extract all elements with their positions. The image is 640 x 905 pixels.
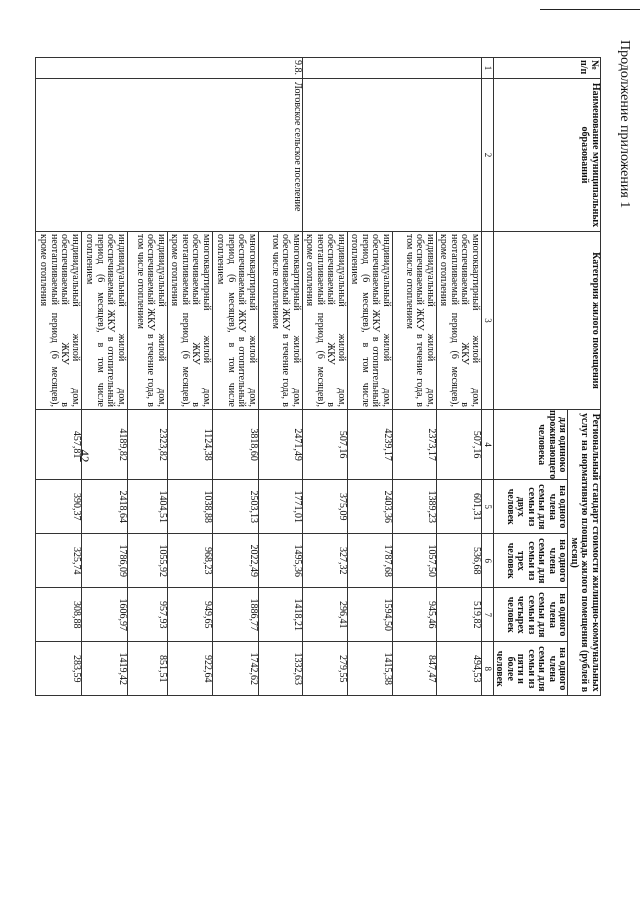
table-body — [36, 58, 482, 696]
value-cell: 1418,21 — [259, 588, 303, 642]
value-cell: 4189,82 — [82, 410, 128, 480]
value-cell: 536,68 — [437, 534, 482, 588]
header-subcolumn: для одиноко проживающего человека — [494, 410, 569, 480]
header-municipality: Наименование муниципальных образований — [494, 79, 601, 232]
value-cell: 1404,51 — [128, 480, 168, 534]
page-number: 42 — [77, 449, 92, 463]
column-number: 7 — [482, 588, 494, 642]
value-cell: 601,31 — [437, 480, 482, 534]
value-cell: 957,93 — [128, 588, 168, 642]
value-cell: 945,46 — [393, 588, 437, 642]
value-cell: 1786,09 — [82, 534, 128, 588]
value-cell: 922,64 — [168, 642, 213, 696]
header-number: № п/п — [494, 58, 601, 79]
header-subcolumn: на одного члена семьи для семьи из четырех человек — [494, 588, 569, 642]
value-cell: 1055,92 — [128, 534, 168, 588]
value-cell: 375,09 — [303, 480, 348, 534]
column-number: 6 — [482, 534, 494, 588]
header-subcolumn: на одного члена семьи для семьи из двух человек — [494, 480, 569, 534]
value-cell: 507,16 — [303, 410, 348, 480]
value-cell: 296,41 — [303, 588, 348, 642]
value-cell: 507,16 — [437, 410, 482, 480]
column-number: 5 — [482, 480, 494, 534]
value-cell: 1124,38 — [168, 410, 213, 480]
value-cell: 1886,77 — [213, 588, 259, 642]
header-subcolumn: на одного члена семьи для семьи из пяти и более человек — [494, 642, 569, 696]
value-cell: 2418,64 — [82, 480, 128, 534]
column-number: 3 — [482, 232, 494, 410]
header-standard: Региональный стандарт стоимости жилищно-коммунальных услуг на нормативную площадь жилого помещения (рублей в месяц) — [568, 410, 601, 696]
value-cell: 1495,36 — [259, 534, 303, 588]
value-cell: 2403,36 — [348, 480, 393, 534]
column-number: 2 — [482, 79, 494, 232]
value-cell: 308,88 — [36, 588, 82, 642]
value-cell: 2471,49 — [259, 410, 303, 480]
column-number: 1 — [482, 58, 494, 79]
value-cell: 457,81 — [36, 410, 82, 480]
value-cell: 390,37 — [36, 480, 82, 534]
category-cell: многоквартирный жилой дом, обеспечиваемый ЖКУ в отопительный период (6 месяцев), в том числе отоплением — [213, 232, 259, 410]
category-cell: индивидуальный жилой дом, обеспечиваемый ЖКУ в неотапливаемый период (6 месяцев), кроме отопления — [303, 232, 348, 410]
value-cell: 494,53 — [437, 642, 482, 696]
value-cell: 1787,68 — [348, 534, 393, 588]
value-cell: 325,74 — [36, 534, 82, 588]
table-row — [259, 58, 303, 696]
municipality-name: Логовское сельское поселение — [36, 79, 303, 232]
value-cell: 327,32 — [303, 534, 348, 588]
value-cell: 3818,60 — [213, 410, 259, 480]
category-cell: индивидуальный жилой дом, обеспечиваемый ЖКУ в течение года, в том числе отоплением — [128, 232, 168, 410]
value-cell: 279,55 — [303, 642, 348, 696]
value-cell: 283,59 — [36, 642, 82, 696]
municipality-name — [303, 79, 482, 232]
value-cell: 2373,17 — [393, 410, 437, 480]
value-cell: 1594,50 — [348, 588, 393, 642]
row-number — [303, 58, 482, 79]
value-cell: 949,65 — [168, 588, 213, 642]
value-cell: 1606,97 — [82, 588, 128, 642]
value-cell: 968,23 — [168, 534, 213, 588]
column-number: 4 — [482, 410, 494, 480]
value-cell: 1419,42 — [82, 642, 128, 696]
value-cell: 1389,23 — [393, 480, 437, 534]
value-cell: 1038,88 — [168, 480, 213, 534]
category-cell: индивидуальный жилой дом, обеспечиваемый ЖКУ в отопительный период (6 месяцев), в том числе отоплением — [348, 232, 393, 410]
value-cell: 4239,17 — [348, 410, 393, 480]
category-cell: индивидуальный жилой дом, обеспечиваемый ЖКУ в течение года, в том числе отоплением — [393, 232, 437, 410]
value-cell: 2323,82 — [128, 410, 168, 480]
category-cell: индивидуальный жилой дом, обеспечиваемый ЖКУ в отопительный период (6 месяцев), в том числе отоплением — [82, 232, 128, 410]
value-cell: 1057,50 — [393, 534, 437, 588]
appendix-title: Продолжение приложения 1 — [617, 40, 632, 209]
value-cell: 519,82 — [437, 588, 482, 642]
column-number: 8 — [482, 642, 494, 696]
value-cell: 1771,01 — [259, 480, 303, 534]
value-cell: 847,47 — [393, 642, 437, 696]
row-number: 9.8. — [36, 58, 303, 79]
housing-cost-table — [35, 57, 601, 696]
header-category: Категория жилого помещения — [494, 232, 601, 410]
category-cell: многоквартирный жилой дом, обеспечиваемый ЖКУ в неотапливаемый период (6 месяцев), кроме отопления — [168, 232, 213, 410]
value-cell: 2503,13 — [213, 480, 259, 534]
category-cell: многоквартирный жилой дом, обеспечиваемый ЖКУ в течение года, в том числе отоплением — [259, 232, 303, 410]
value-cell: 1332,63 — [259, 642, 303, 696]
value-cell: 851,51 — [128, 642, 168, 696]
value-cell: 2022,49 — [213, 534, 259, 588]
value-cell: 1742,62 — [213, 642, 259, 696]
header-subcolumn: на одного члена семьи для семьи из трех человек — [494, 534, 569, 588]
category-cell: многоквартирный жилой дом, обеспечиваемый ЖКУ в неотапливаемый период (6 месяцев), кроме отопления — [437, 232, 482, 410]
category-cell: индивидуальный жилой дом, обеспечиваемый ЖКУ в неотапливаемый период (6 месяцев), кроме отопления — [36, 232, 82, 410]
value-cell: 1415,38 — [348, 642, 393, 696]
table-row — [437, 58, 482, 696]
